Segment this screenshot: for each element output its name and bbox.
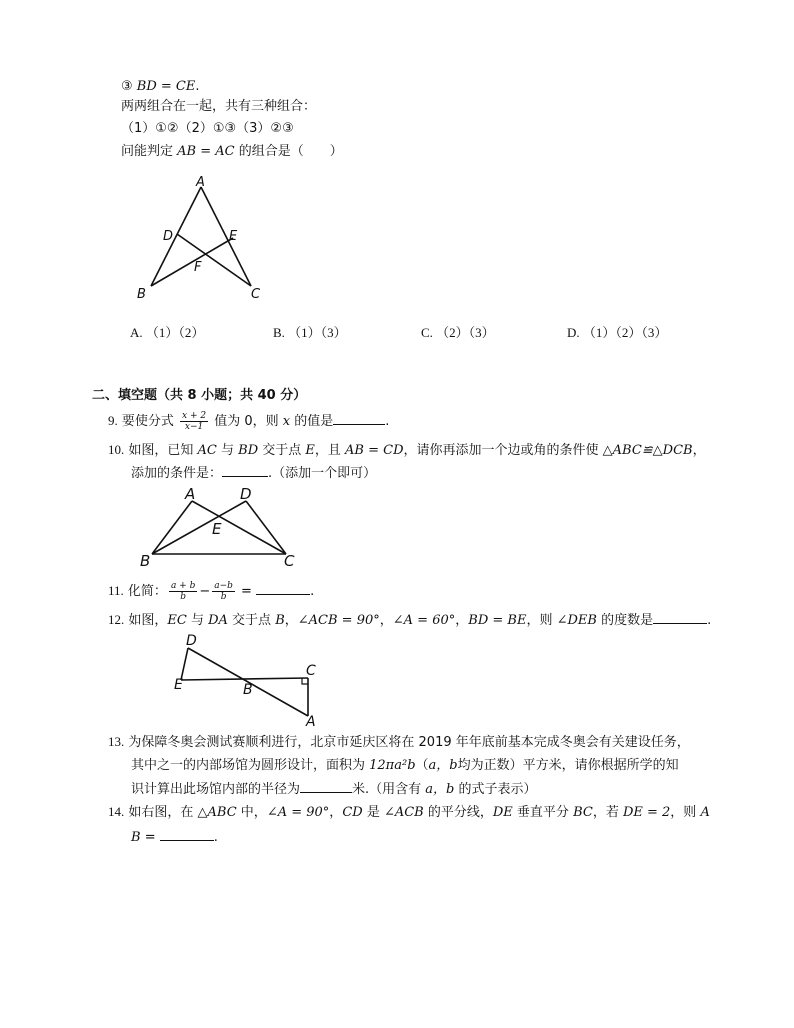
answer-blank-13[interactable] xyxy=(300,779,352,793)
figure-crossed-triangles xyxy=(168,632,328,727)
fraction-q11-b: $\frac{a-b}{b}$ xyxy=(214,581,233,602)
label-f: F xyxy=(194,260,202,275)
label-b: B xyxy=(243,682,253,698)
section-title-fill-in: 二、填空题（共 8 小题；共 40 分） xyxy=(92,388,307,403)
label-a: A xyxy=(196,175,205,190)
label-a: A xyxy=(185,485,196,503)
option-d[interactable]: D. （1）（2）（3） xyxy=(567,325,668,340)
answer-blank-11[interactable] xyxy=(256,581,310,595)
label-e: E xyxy=(212,520,222,538)
label-e: E xyxy=(174,677,183,693)
label-a: A xyxy=(306,714,316,727)
answer-blank-9[interactable] xyxy=(333,411,385,425)
question-14-line-2: B = . xyxy=(131,827,218,847)
option-a[interactable]: A. （1）（2） xyxy=(130,325,205,340)
label-c: C xyxy=(306,663,316,679)
question-14-line-1: 14. 如右图，在 △ABC 中，∠A = 90°，CD 是 ∠ACB 的平分线，DE 垂直平分 BC，若 DE = 2，则 A xyxy=(108,804,710,820)
label-d: D xyxy=(240,485,252,503)
question-9: 9. 要使分式 $\frac{x + 2}{x-1}$ 值为 0，则 x 的值是 . xyxy=(108,411,390,432)
condition-3: ③ BD = CE. xyxy=(121,79,200,94)
question-10-line-1: 10. 如图，已知 AC 与 BD 交于点 E，且 AB = CD，请你再添加一个边或角的条件使 △ABC≌△DCB， xyxy=(108,442,706,458)
label-c: C xyxy=(284,552,295,570)
combination-list: （1）①②（2）①③（3）②③ xyxy=(121,121,294,136)
answer-blank-14[interactable] xyxy=(160,827,214,841)
label-b: B xyxy=(137,287,146,302)
label-e: E xyxy=(229,229,238,244)
question-13-line-2: 其中之一的内部场馆为圆形设计，面积为 12πa²b（a，b均为正数）平方米，请你根据所学的知 xyxy=(131,758,679,773)
question-13-line-3: 识计算出此场馆内部的半径为 米.（用含有 a，b 的式子表示） xyxy=(131,779,537,799)
fraction-q11-a: $\frac{a + b}{b}$ xyxy=(170,581,196,602)
combination-intro: 两两组合在一起，共有三种组合： xyxy=(121,99,317,114)
fraction-q9: $\frac{x + 2}{x-1}$ xyxy=(182,411,207,432)
figure-triangle-1 xyxy=(130,172,270,307)
question-13-line-1: 13. 为保障冬奥会测试赛顺利进行，北京市延庆区将在 2019 年年底前基本完成冬奥会有关建设任务， xyxy=(108,734,690,750)
question-8-stem: 问能判定 AB = AC 的组合是（ ） xyxy=(121,144,343,159)
answer-blank-12[interactable] xyxy=(653,610,707,624)
question-11: 11. 化简： $\frac{a + b}{b}$ − $\frac{a-b}{b}$ = . xyxy=(108,581,315,602)
option-c[interactable]: C. （2）（3） xyxy=(421,325,495,340)
label-d: D xyxy=(163,229,174,244)
option-b[interactable]: B. （1）（3） xyxy=(273,325,347,340)
answer-blank-10[interactable] xyxy=(222,463,268,477)
label-b: B xyxy=(140,552,151,570)
question-12: 12. 如图，EC 与 DA 交于点 B，∠ACB = 90°，∠A = 60°，BD = BE，则 ∠DEB 的度数是 . xyxy=(108,612,712,628)
label-d: D xyxy=(186,633,197,649)
question-10-line-2: 添加的条件是： .（添加一个即可） xyxy=(131,463,376,483)
figure-triangle-2 xyxy=(136,484,306,570)
label-c: C xyxy=(251,287,261,302)
